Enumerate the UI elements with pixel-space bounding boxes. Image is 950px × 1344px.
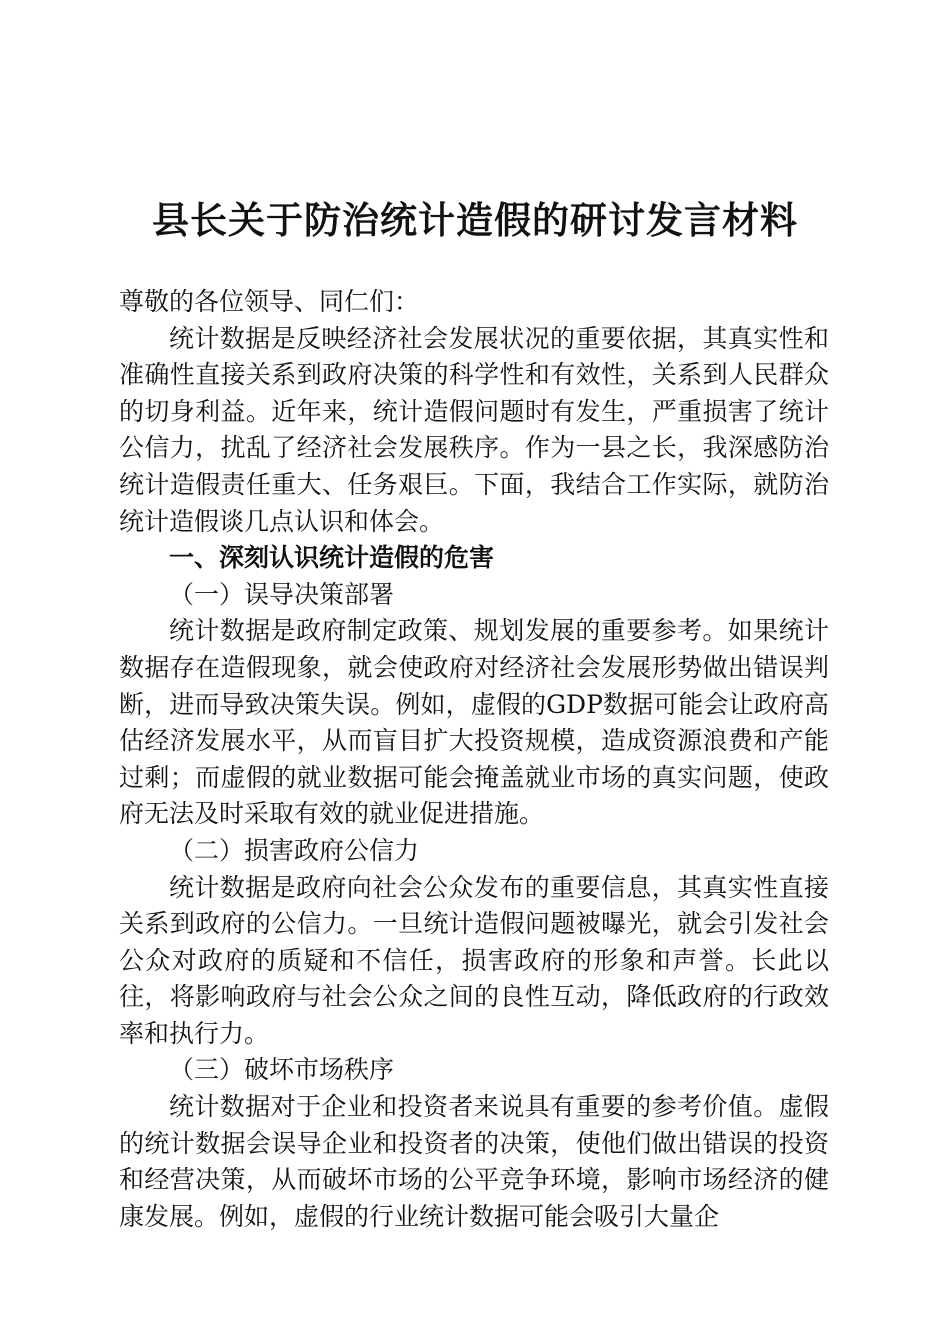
greeting: 尊敬的各位领导、同仁们： [119,287,420,316]
subsection-heading: （二）损害政府公信力 [169,835,420,865]
subsection-heading: （三）破坏市场秩序 [169,1055,395,1085]
subsection-paragraph: 统计数据是政府制定政策、规划发展的重要参考。如果统计数据存在造假现象，就会使政府对经济社会发展形势做出错误判断，进而导致决策失误。例如，虚假的GDP数据可能会让政府高估经济发展水平，从而盲目扩大投资规模，造成资源浪费和产能过剩；而虚假的就业数据可能会掩盖就业市场的真实问题，使政府无法及时采取有效的就业促进措施。 [119,616,829,829]
document-title: 县长关于防治统计造假的研讨发言材料 [152,198,798,242]
subsection-paragraph: 统计数据对于企业和投资者来说具有重要的参考价值。虚假的统计数据会误导企业和投资者的决策，使他们做出错误的投资和经营决策，从而破坏市场的公平竞争环境，影响市场经济的健康发展。例如，虚假的行业统计数据可能会吸引大量企 [119,1092,829,1231]
subsection-heading: （一）误导决策部署 [169,579,395,609]
subsection-paragraph: 统计数据是政府向社会公众发布的重要信息，其真实性直接关系到政府的公信力。一旦统计造假问题被曝光，就会引发社会公众对政府的质疑和不信任，损害政府的形象和声誉。长此以往，将影响政府与社会公众之间的良性互动，降低政府的行政效率和执行力。 [119,872,829,1048]
document-body [119,284,829,1235]
section-heading: 一、深刻认识统计造假的危害 [169,543,495,573]
intro-paragraph: 统计数据是反映经济社会发展状况的重要依据，其真实性和准确性直接关系到政府决策的科学性和有效性，关系到人民群众的切身利益。近年来，统计造假问题时有发生，严重损害了统计公信力，扰乱了经济社会发展秩序。作为一县之长，我深感防治统计造假责任重大、任务艰巨。下面，我结合工作实际，就防治统计造假谈几点认识和体会。 [119,323,829,536]
